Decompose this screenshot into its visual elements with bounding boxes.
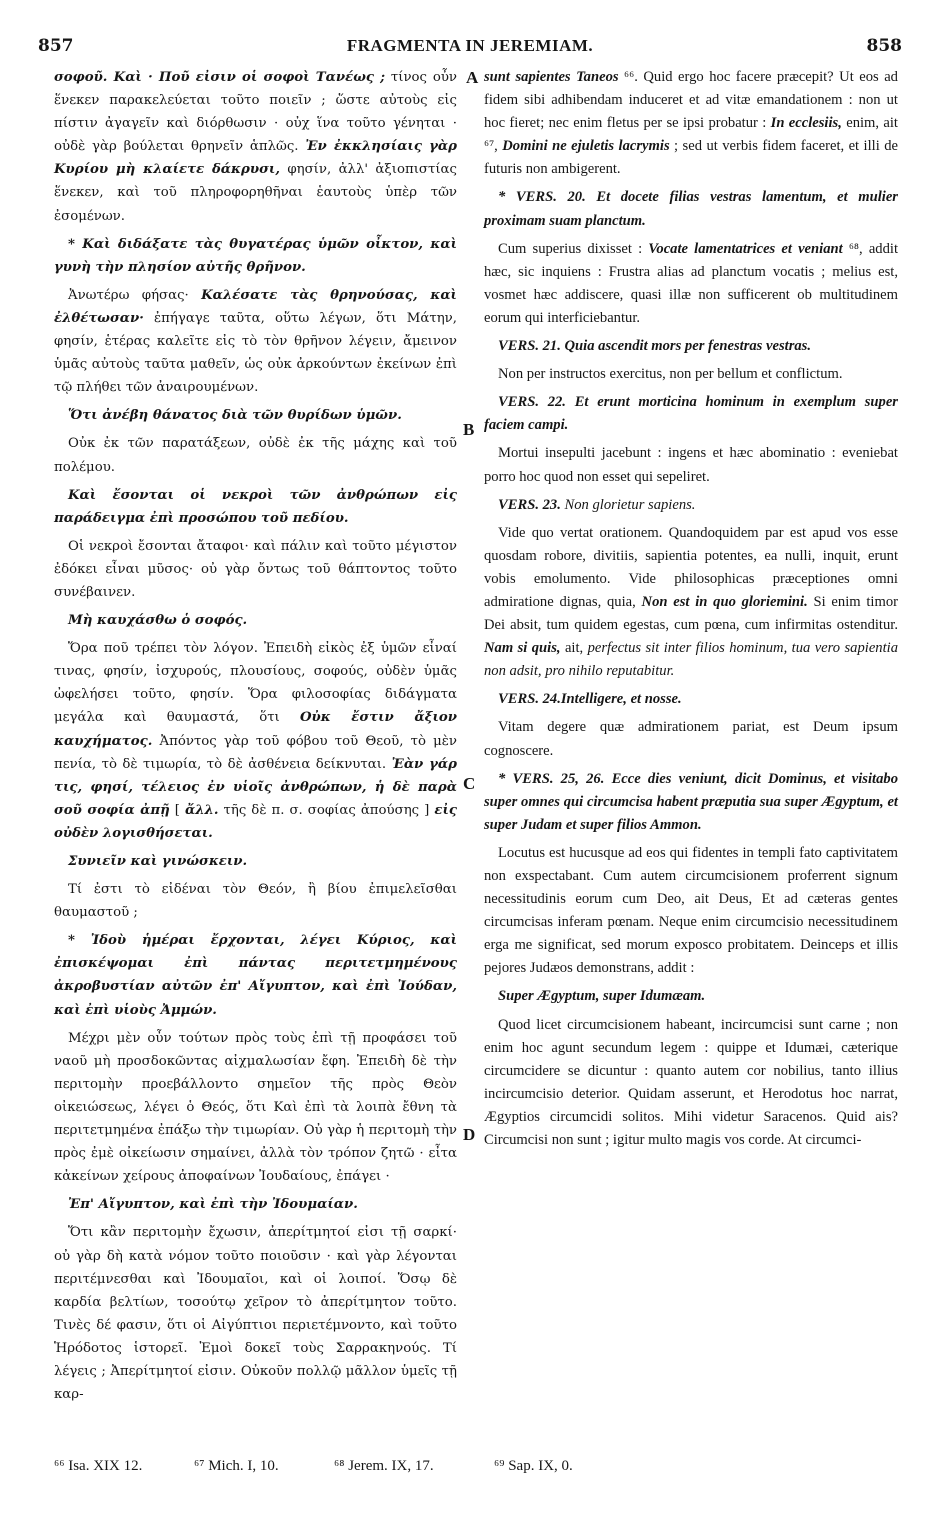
quotation-run: In ecclesiis, [770,115,842,132]
latin-paragraph [484,391,898,437]
text-run: Μέχρι μὲν οὖν τούτων πρὸς τοὺς ἐπὶ τῇ προφάσει τοῦ ναοῦ μὴ προσδοκῶντας αἰχμαλωσίαν ἔφη. Ἐπειδὴ δὲ τὴν περιτομὴν προεβάλλοντο σημεῖον τῆς πρὸς Θεὸν οἰκειώσεως, λέγει ὁ Θεός, ὅτι Καὶ ἐπὶ τὰ λοιπὰ ἔθνη τὰ περιτετμημένα ἐπάξω τὴν τιμωρίαν. Οὐ γὰρ ἡ περιτομὴ τὴν πρὸς ἐμὲ οἰκείωσιν σημαίνει, ἀλλὰ τὸν τρόπον ζητῶ · εἶτα κἀκείνων χείρους ἀποφαίνων Ἰουδαίους, ἐπάγει · [54,1030,457,1185]
text-run: Οἱ νεκροὶ ἔσονται ἄταφοι· καὶ πάλιν καὶ τοῦτο μέγιστον ἐδόκει εἶναι μῦσος· οὐ γὰρ ὄντως τοῦ θάπτοντος τοῦτο συνέβαινεν. [54,538,457,600]
text-run: φησίν, ἀλλ' ἀξιοπιστίας ἕνεκεν, καὶ τοῦ πληροφορηθῆναι ἑαυτοὺς ὑπὲρ τῶν ἐσομένων. [54,162,457,224]
text-run: ; sed ut verbis fidem faceret, et illi de futuris non ambigerent. [484,138,898,178]
text-run: enim, ait ⁶⁷, [484,115,898,155]
latin-paragraph [484,688,898,711]
margin-marker-a: A [466,68,479,87]
text-run: Ὅτι κἂν περιτομὴν ἔχωσιν, ἀπερίτμητοί εἰσι τῇ σαρκί· οὐ γὰρ δὴ κατὰ νόμον τοῦτο ποιοῦσιν · καὶ γὰρ λέγονται περιτέμνεσθαι καὶ Ἰδουμαῖοι, καὶ οἱ λοιποί. Ὅσῳ δὲ καρδία βελτίων, τοσούτῳ χεῖρον τὸ ἀπερίτμητον τοῦτο. Τινὲς δέ φασιν, ὅτι οἱ Αἰγύπτιοι περιετέμνοντο, καὶ τοῦτο Ἡρόδοτος ἱστορεῖ. Ἐμοὶ δοκεῖ τοὺς Σαρρακηνούς. Τί λέγεις ; Ἀπερίτμητοί εἰσιν. Οὐκοῦν πολλῷ μᾶλλον ὑμεῖς τῇ καρ- [54,1225,457,1403]
latin-paragraph [484,494,898,517]
greek-paragraph [54,404,457,427]
verse-number: * VERS. 25, 26. [498,770,612,787]
quotation-run: Non est in quo gloriemini. [641,593,808,610]
quotation-run: Ὅτι ἀνέβη θάνατος διὰ τῶν θυρίδων ὑμῶν. [68,408,402,424]
quotation-run: Ἐπ' Αἴγυπτον, καὶ ἐπὶ τὴν Ἰδουμαίαν. [68,1197,358,1213]
text-run: τῆς δὲ π. σ. σοφίας ἀπούσης ] [218,802,435,818]
quotation-run: Ἐν ἐκκλησίαις γὰρ Κυρίου μὴ κλαίετε δάκρυσι, [54,139,458,178]
greek-paragraph [54,484,457,530]
verse-number: VERS. 23. [498,496,565,513]
text-run: Τί ἐστι τὸ εἰδέναι τὸν Θεόν, ἢ βίου ἐπιμελεῖσθαι θαυμαστοῦ ; [54,882,457,921]
text-run: Ἀπόντος γὰρ τοῦ φόβου τοῦ Θεοῦ, τὸ μὲν πενία, τὸ δὲ τιμωρία, τὸ δὲ ἀσθένεια δείκνυται. [54,733,457,772]
text-run: ⁶⁸, addit hæc, sic inquiens : Frustra alias ad planctum vocatis ; melius est, vosmet hæc addiscere, quasi illæ non sufficerent ob multitudinem eorum qui interficiebantur. [484,240,898,326]
quotation-run: Intelligere, et nosse. [560,691,682,708]
footnote-66: ⁶⁶ Isa. XIX 12. [54,1458,143,1474]
quotation-run: Συνιεῖν καὶ γινώσκειν. [68,854,248,869]
text-run: τίνος οὖν ἕνεκεν παρακελεύεται τοῦτο ποιεῖν ; ὥστε αὐτοὺς εἰς πίστιν ἀγαγεῖν καὶ διόρθωσιν · οὐχ ἵνα τοῦτο γένηται · οὐδὲ γὰρ βούλεται θρηνεῖν ἁπλῶς. [54,70,457,155]
text-run: Vitam degere quæ admirationem pariat, est Deum ipsum cognoscere. [484,719,898,759]
quotation-run: σοφοῦ. Καὶ · Ποῦ εἰσιν οἱ σοφοὶ Τανέως ; [54,70,386,85]
greek-paragraph [54,284,457,399]
quotation-run: Ecce dies veniunt, dicit Dominus, et visitabo super omnes qui circumcisa habent præputia sua super Ægyptum, et super Judam et super filios Ammon. [484,770,898,833]
latin-paragraph [484,716,898,762]
text-run: Ἀνωτέρω φήσας· [68,287,202,303]
greek-paragraph [54,233,457,279]
quotation-run: * [498,189,516,206]
quotation-run: sunt sapientes Taneos [484,69,619,85]
verse-number: VERS. 20. [515,189,597,206]
quotation-run: εἰς οὐδὲν λογισθήσεται. [54,802,457,841]
text-run: Mortui insepulti jacebunt : ingens et hæc abominatio : eveniebat porro hoc quod non esset qui sepeliret. [484,445,898,485]
latin-paragraph [484,522,898,684]
margin-marker-d: D [463,1125,476,1144]
quotation-run: Οὐκ ἔστιν ἄξιον καυχήματος. [54,710,457,749]
verse-number: VERS. 21. [498,338,565,355]
latin-text-column [484,66,898,1157]
text-run: [ [169,802,185,818]
latin-paragraph [484,363,898,386]
latin-paragraph [484,186,898,232]
greek-paragraph [54,432,457,478]
quotation-run: Vocate lamentatrices et veniant [648,240,843,257]
latin-paragraph [484,768,898,837]
greek-paragraph [54,66,457,228]
footnote-67: ⁶⁷ Mich. I, 10. [194,1458,279,1474]
page-header [38,36,902,60]
text-run: Quod licet circumcisionem habeant, incircumcisi sunt carne ; non enim hoc agunt secundum legem : quippe et Idumæi, cæterique circumcidere se dicuntur : quanto autem cor nobilius, tanto illius incircumcisio deterior. Quidam asserunt, et Herodotus hoc narrat, Ægyptios circumcidi solitos. Mihi videtur Saracenos. Quid ais? Circumcisi non sunt ; igitur multo magis vos corde. At circumci- [484,1016,898,1149]
text-run: Si enim timor Dei absit, tum quidem egestas, cum pœna, cum infirmitas ostenditur. [484,593,898,634]
latin-paragraph [484,66,898,181]
latin-paragraph [484,238,898,330]
margin-marker-c: C [463,774,476,793]
greek-paragraph [54,929,457,1021]
quotation-run: * Ἰδοὺ ἡμέραι ἔρχονται, λέγει Κύριος, καὶ ἐπισκέψομαι ἐπὶ πάντας περιτετμημένους ἀκροβυστίαν αὐτῶν ἐπ' Αἴγυπτον, καὶ ἐπὶ Ἰούδαν, καὶ ἐπὶ υἱοὺς Ἀμμών. [54,933,457,1018]
text-run: Vide quo vertat orationem. Quandoquidem par est apud vos esse quosdam robore, divitiis, sapientia potentes, ea nulli, inquit, erunt vobis emolumento. Vide philosophicas præceptiones omni admiratione dignas, quia, [484,524,898,610]
verse-number: VERS. 24. [498,691,561,708]
latin-paragraph [484,442,898,488]
quotation-run: Et erunt morticina hominum in exemplum super faciem campi. [484,394,898,434]
greek-text-column [54,66,457,1411]
quotation-run: perfectus sit inter filios hominum, tua vero sapientia non adsit, pro nihilo reputabitur. [484,640,898,680]
footnote-69: ⁶⁹ Sap. IX, 0. [494,1458,573,1474]
quotation-run: Ἐὰν γάρ τις, φησί, τέλειος ἐν υἱοῖς ἀνθρώπων, ἡ δὲ παρὰ σοῦ σοφία ἀπῇ [54,756,458,818]
latin-paragraph [484,1014,898,1153]
text-run: Οὐκ ἐκ τῶν παρατάξεων, οὐδὲ ἐκ τῆς μάχης καὶ τοῦ πολέμου. [54,436,457,475]
quotation-run: Super Ægyptum, super Idumæam. [498,988,706,1005]
greek-paragraph [54,850,457,873]
quotation-run: Domini ne ejuletis lacrymis [502,138,670,155]
latin-paragraph [484,842,898,981]
quotation-run: Quia ascendit mors per fenestras vestras. [564,338,811,355]
text-run: Cum superius dixisset : [498,240,649,257]
text-run: ἐπήγαγε ταῦτα, οὕτω λέγων, ὅτι Μάτην, φησίν, ἑτέρας καλεῖτε εἰς τὸ τὸν θρῆνον λέγειν, ἄμεινον ὑμᾶς αὐτοὺς ταῦτα μαθεῖν, ὡς οὐκ ἀρκούντων ἐκείνων ἐπὶ τῷ πλήθει τῶν ἀναιρουμένων. [54,310,457,396]
greek-paragraph [54,1027,457,1189]
running-title: FRAGMENTA IN JEREMIAM. [346,36,594,55]
greek-paragraph [54,535,457,604]
latin-paragraph [484,335,898,358]
footnote-68: ⁶⁸ Jerem. IX, 17. [334,1458,434,1474]
greek-paragraph [54,1193,457,1216]
text-run: Non per instructos exercitus, non per bellum et conflictum. [498,366,843,383]
page-number-left: 857 [38,36,74,56]
greek-paragraph [54,637,457,845]
margin-marker-b: B [463,420,475,439]
text-run: ait, [560,640,588,657]
latin-paragraph [484,985,898,1008]
quotation-run: Nam si quis, [484,640,561,657]
footnotes [54,1458,904,1482]
quotation-run: * Καὶ διδάξατε τὰς θυγατέρας ὑμῶν οἶκτον, καὶ γυνὴ τὴν πλησίον αὐτῆς θρῆνον. [54,236,457,275]
greek-paragraph [54,878,457,924]
quotation-run: Μὴ καυχάσθω ὁ σοφός. [68,613,248,629]
quotation-run: Καλέσατε τὰς θρηνούσας, καὶ ἐλθέτωσαν· [54,287,457,326]
text-run: Ὅρα ποῦ τρέπει τὸν λόγον. Ἐπειδὴ εἰκὸς ἐξ ὑμῶν εἶναί τινας, φησίν, ἰσχυρούς, πλουσίους, σοφούς, οὐδὲν ὑμᾶς ὠφελήσει τοῦτο, φησίν. Ὅρα φιλοσοφίας διδάγματα μεγάλα καὶ θαυμαστά, ὅτι [54,641,457,726]
greek-paragraph [54,1221,457,1406]
quotation-run: Et docete filias vestras lamentum, et mulier proximam suam planctum. [484,189,898,229]
text-run: Locutus est hucusque ad eos qui fidentes in templi fato captivitatem non exspectabant. Cum autem circumcisionem proferrent signum necessitudinis eorum cum Deo, ait Deus, Et ad cæteras gentes circumcisas inferam pœnam. Neque enim circumcisio necessitudinem erga me significat, sed morum exposco probitatem. Deinceps et illis pejores Judæos demonstrans, addit : [484,844,898,977]
quotation-run: Non glorietur sapiens. [564,496,696,513]
quotation-run: ἄλλ. [184,802,219,818]
verse-number: VERS. 22. [498,394,575,411]
greek-paragraph [54,609,457,632]
page-number-right: 858 [866,36,902,56]
text-run: ⁶⁶. Quid ergo hoc facere præcepit? Ut eos ad fidem sibi adhibendam induceret et ad vitæ emandationem : non ut hoc fieret; nec enim fletus per se ipsi probatur : [484,69,898,132]
quotation-run: Καὶ ἔσονται οἱ νεκροὶ τῶν ἀνθρώπων εἰς παράδειγμα ἐπὶ προσώπου τοῦ πεδίου. [54,487,457,526]
